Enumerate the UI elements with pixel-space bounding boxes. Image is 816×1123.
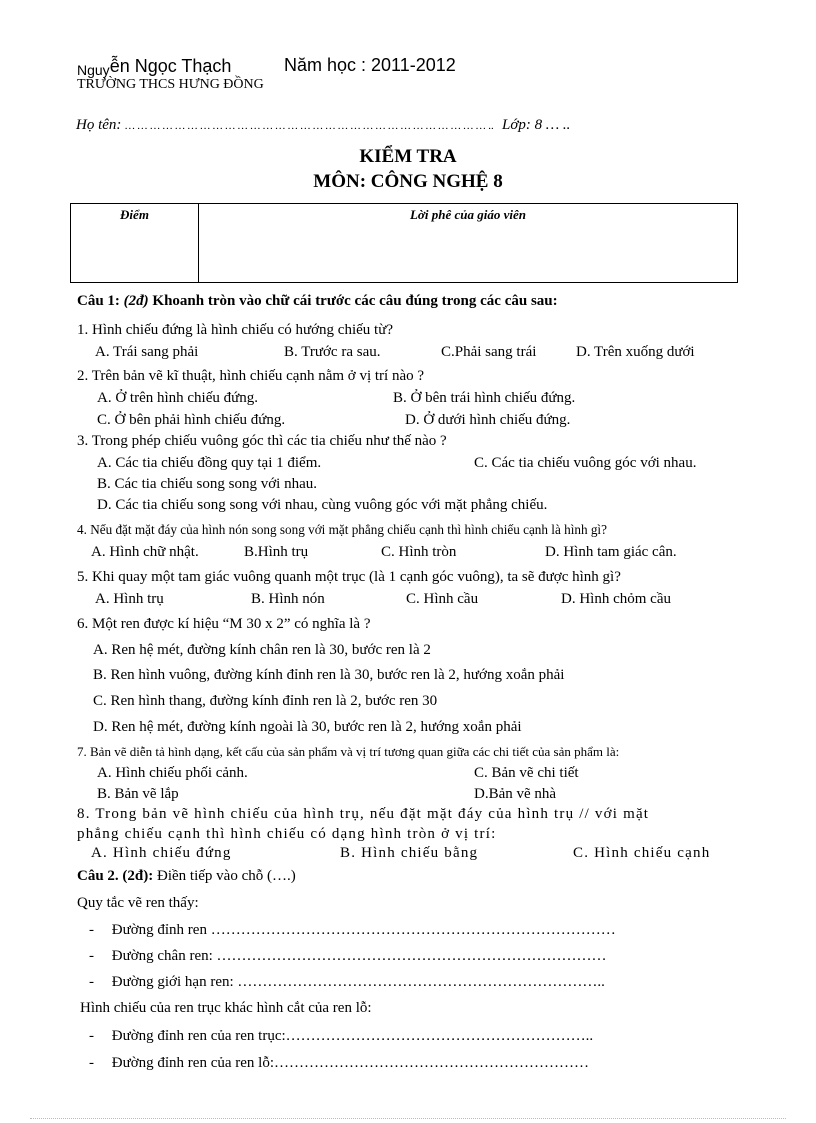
q3-text: 3. Trong phép chiếu vuông góc thì các tia chiếu như thế nào ? <box>77 433 447 449</box>
q8-text-line1: 8. Trong bản vẽ hình chiếu của hình trụ, nếu đặt mặt đáy của hình trụ // với mặt <box>77 806 650 822</box>
comment-cell <box>199 204 738 283</box>
q8-text-line2: phẳng chiếu cạnh thì hình chiếu có dạng hình tròn ở vị trí: <box>77 826 497 842</box>
q3-option-c[interactable]: C. Các tia chiếu vuông góc với nhau. <box>474 455 697 471</box>
q1-option-a[interactable]: A. Trái sang phải <box>95 344 199 360</box>
q7-option-b[interactable]: B. Bản vẽ lắp <box>97 786 179 802</box>
fill-text: Đường đỉnh ren ……………………………………………………………………… <box>111 922 616 938</box>
question-1-header <box>77 293 558 310</box>
score-table <box>70 203 738 283</box>
q4-text: 4. Nếu đặt mặt đáy của hình nón song song với mặt phẳng chiếu cạnh thì hình chiếu cạnh là hình gì? <box>77 522 607 537</box>
q1-option-c[interactable]: C.Phải sang trái <box>441 344 537 360</box>
author-name <box>77 56 231 78</box>
q8-option-c[interactable]: C. Hình chiếu cạnh <box>573 845 711 861</box>
rule-title: Quy tắc vẽ ren thấy: <box>77 895 199 911</box>
question-2-label: Câu 2. (2đ): <box>77 868 154 884</box>
q3-option-a[interactable]: A. Các tia chiếu đồng quy tại 1 điểm. <box>97 455 322 471</box>
question-1-points: (2đ) <box>123 293 149 309</box>
fill-text: Đường giới hạn ren: ……………………………………………………………….. <box>111 974 605 990</box>
school-year: Năm học : 2011-2012 <box>284 55 456 75</box>
q7-option-a[interactable]: A. Hình chiếu phối cảnh. <box>97 765 248 781</box>
fill-item[interactable] <box>89 922 616 939</box>
q3-option-d[interactable]: D. Các tia chiếu song song với nhau, cùng vuông góc với mặt phẳng chiếu. <box>97 497 548 513</box>
q2-text: 2. Trên bản vẽ kĩ thuật, hình chiếu cạnh nằm ở vị trí nào ? <box>77 368 425 384</box>
fill-text: Đường đỉnh ren của ren trục:…………………………………………………….. <box>111 1028 594 1044</box>
q6-text: 6. Một ren được kí hiệu “M 30 x 2” có nghĩa là ? <box>77 616 371 632</box>
name-label: Họ tên: <box>76 117 122 133</box>
class-label: Lớp: 8 … .. <box>502 117 571 133</box>
section-2-title: Hình chiếu của ren trục khác hình cắt của ren lỗ: <box>80 1000 372 1016</box>
q6-option-a[interactable]: A. Ren hệ mét, đường kính chân ren là 30, bước ren là 2 <box>93 642 431 658</box>
q5-text: 5. Khi quay một tam giác vuông quanh một trục (là 1 cạnh góc vuông), ta sẽ được hình gì? <box>77 569 621 585</box>
q8-option-b[interactable]: B. Hình chiếu bằng <box>340 845 479 861</box>
score-header: Điểm <box>120 207 149 222</box>
q4-option-a[interactable]: A. Hình chữ nhật. <box>91 544 199 560</box>
q5-option-a[interactable]: A. Hình trụ <box>95 591 164 607</box>
page-bottom-divider <box>30 1118 786 1119</box>
fill-text: Đường chân ren: …………………………………………………………………… <box>111 948 607 964</box>
author-rest: ễn Ngọc Thạch <box>109 56 232 76</box>
q6-option-b[interactable]: B. Ren hình vuông, đường kính đỉnh ren là 30, bước ren là 2, hướng xoắn phải <box>93 667 565 683</box>
subject-title: MÔN: CÔNG NGHỆ 8 <box>313 171 503 192</box>
q5-option-d[interactable]: D. Hình chỏm cầu <box>561 591 671 607</box>
student-name-line <box>76 117 494 134</box>
bullet: - <box>89 974 94 990</box>
q7-option-c[interactable]: C. Bản vẽ chi tiết <box>474 765 579 781</box>
q8-option-a[interactable]: A. Hình chiếu đứng <box>91 845 232 861</box>
question-1-instruction: Khoanh tròn vào chữ cái trước các câu đúng trong các câu sau: <box>152 293 558 309</box>
q5-option-b[interactable]: B. Hình nón <box>251 591 325 607</box>
bullet: - <box>89 922 94 938</box>
comment-header: Lời phê của giáo viên <box>409 207 527 222</box>
name-dots: … … … … … … … … … … … … … … … … … … … … … … … … … … … … … .. <box>125 120 495 132</box>
q1-option-d[interactable]: D. Trên xuống dưới <box>576 344 695 360</box>
exam-title: KIỂM TRA <box>359 146 457 167</box>
author-prefix: Nguy <box>77 62 110 78</box>
q1-text: 1. Hình chiếu đứng là hình chiếu có hướng chiếu từ? <box>77 322 393 338</box>
fill-item[interactable] <box>89 948 607 965</box>
q3-option-b[interactable]: B. Các tia chiếu song song với nhau. <box>97 476 317 492</box>
bullet: - <box>89 1028 94 1044</box>
school-name: TRƯỜNG THCS HƯNG ĐỒNG <box>77 77 264 92</box>
fill-text: Đường đỉnh ren của ren lỗ:……………………………………………………… <box>111 1055 590 1071</box>
q6-option-c[interactable]: C. Ren hình thang, đường kính đỉnh ren là 2, bước ren 30 <box>93 693 438 709</box>
score-cell <box>71 204 199 283</box>
question-2-header <box>77 868 296 885</box>
fill-item[interactable] <box>89 974 605 991</box>
fill-item[interactable] <box>89 1055 589 1072</box>
q2-option-d[interactable]: D. Ở dưới hình chiếu đứng. <box>405 412 571 428</box>
q2-option-a[interactable]: A. Ở trên hình chiếu đứng. <box>97 390 259 406</box>
q4-option-b[interactable]: B.Hình trụ <box>244 544 309 560</box>
q7-text: 7. Bản vẽ diễn tả hình dạng, kết cấu của sản phẩm và vị trí tương quan giữa các chi tiết của sản phẩm là: <box>77 744 620 759</box>
q4-option-d[interactable]: D. Hình tam giác cân. <box>545 544 677 560</box>
bullet: - <box>89 1055 94 1071</box>
q6-option-d[interactable]: D. Ren hệ mét, đường kính ngoài là 30, bước ren là 2, hướng xoắn phải <box>93 719 522 735</box>
question-2-instruction: Điền tiếp vào chỗ (….) <box>157 868 296 884</box>
bullet: - <box>89 948 94 964</box>
question-1-label: Câu 1: <box>77 293 120 309</box>
q1-option-b[interactable]: B. Trước ra sau. <box>284 344 381 360</box>
q4-option-c[interactable]: C. Hình tròn <box>381 544 457 560</box>
q5-option-c[interactable]: C. Hình cầu <box>406 591 479 607</box>
fill-item[interactable] <box>89 1028 593 1045</box>
q7-option-d[interactable]: D.Bản vẽ nhà <box>474 786 557 802</box>
q2-option-c[interactable]: C. Ở bên phải hình chiếu đứng. <box>97 412 286 428</box>
q2-option-b[interactable]: B. Ở bên trái hình chiếu đứng. <box>393 390 576 406</box>
